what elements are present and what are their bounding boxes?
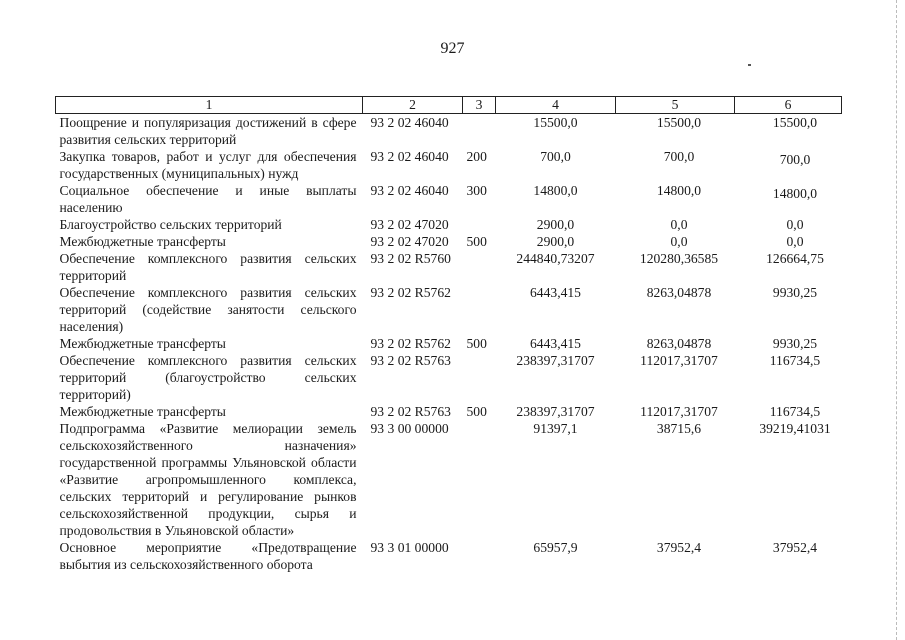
table-row [56, 284, 842, 335]
row-expense-type [463, 420, 496, 539]
row-expense-type [463, 352, 496, 403]
header-col-6: 6 [735, 97, 842, 114]
row-code: 93 3 00 00000 [370, 421, 449, 436]
row-value-5: 0,0 [670, 217, 688, 232]
row-value-5: 120280,36585 [639, 251, 719, 266]
row-value-5: 700,0 [663, 149, 695, 164]
row-value-5: 8263,04878 [646, 336, 712, 351]
table-row [56, 335, 842, 352]
row-value-4: 2900,0 [536, 234, 575, 249]
table-row [56, 114, 842, 149]
row-value-5: 14800,0 [656, 183, 702, 198]
row-code: 93 2 02 46040 [370, 183, 449, 198]
row-code: 93 2 02 47020 [370, 217, 449, 232]
row-value-4: 238397,31707 [516, 404, 595, 419]
table-row [56, 420, 842, 539]
page-number: 927 [440, 40, 465, 57]
table-row [56, 352, 842, 403]
row-code: 93 2 02 R5762 [370, 285, 451, 300]
table-row [56, 539, 842, 573]
row-code: 93 2 02 R5762 [370, 336, 451, 351]
row-value-5: 37952,4 [656, 540, 702, 555]
row-name: Обеспечение комплексного развития сельских территорий (благоустройство сельских территорий) [59, 353, 357, 402]
row-value-5: 38715,6 [656, 421, 702, 436]
budget-table [55, 96, 842, 573]
row-value-5: 0,0 [670, 234, 688, 249]
row-name: Благоустройство сельских территорий [59, 217, 282, 232]
header-col-4: 4 [496, 97, 616, 114]
row-name: Межбюджетные трансферты [59, 234, 226, 249]
row-code: 93 2 02 47020 [370, 234, 449, 249]
row-value-4: 244840,73207 [516, 251, 595, 266]
row-code: 93 2 02 46040 [370, 149, 449, 164]
header-row [56, 97, 842, 114]
header-col-3: 3 [463, 97, 496, 114]
row-code: 93 2 02 R5763 [370, 353, 451, 368]
row-value-4: 15500,0 [533, 115, 578, 130]
row-expense-type: 500 [466, 234, 487, 249]
row-value-4: 14800,0 [533, 183, 578, 198]
row-value-5: 112017,31707 [640, 353, 718, 368]
row-code: 93 2 02 R5760 [370, 251, 451, 266]
row-value-6: 15500,0 [772, 115, 818, 130]
row-name: Подпрограмма «Развитие мелиорации земель сельскохозяйственного назначения» государственной программы Ульяновской области «Развитие агропромышленного комплекса, сельских территорий и регулирование рынков сельскохозяйственной продукции, сырья и продовольствия в Ульяновской области» [59, 421, 357, 538]
row-expense-type: 200 [466, 149, 487, 164]
row-value-5: 15500,0 [656, 115, 702, 130]
row-expense-type [463, 250, 496, 284]
row-value-5: 8263,04878 [646, 285, 712, 300]
row-value-5: 112017,31707 [640, 404, 718, 419]
row-expense-type: 500 [466, 404, 487, 419]
row-value-6: 14800,0 [772, 186, 818, 201]
scan-speck [748, 64, 751, 66]
row-expense-type: 300 [466, 183, 487, 198]
row-expense-type: 500 [466, 336, 487, 351]
row-value-4: 700,0 [540, 149, 571, 164]
row-value-4: 238397,31707 [516, 353, 595, 368]
row-name: Межбюджетные трансферты [59, 336, 226, 351]
row-value-6: 9930,25 [772, 336, 818, 351]
row-value-4: 6443,415 [530, 336, 581, 351]
row-value-6: 116734,5 [769, 404, 821, 419]
header-col-5: 5 [616, 97, 735, 114]
row-name: Закупка товаров, работ и услуг для обеспечения государственных (муниципальных) нужд [59, 149, 357, 181]
row-value-6: 116734,5 [769, 353, 821, 368]
row-name: Поощрение и популяризация достижений в сфере развития сельских территорий [59, 115, 357, 147]
row-name: Обеспечение комплексного развития сельских территорий [59, 251, 357, 283]
row-expense-type [463, 114, 496, 149]
row-value-6: 126664,75 [766, 251, 824, 266]
row-name: Межбюджетные трансферты [59, 404, 226, 419]
table-row [56, 403, 842, 420]
row-value-6: 37952,4 [772, 540, 818, 555]
row-name: Социальное обеспечение и иные выплаты населению [59, 183, 357, 215]
row-value-4: 6443,415 [530, 285, 581, 300]
header-col-2: 2 [363, 97, 463, 114]
table-row [56, 216, 842, 233]
row-expense-type [463, 284, 496, 335]
row-value-6: 0,0 [786, 217, 804, 232]
row-expense-type [463, 216, 496, 233]
table-row [56, 233, 842, 250]
row-value-4: 2900,0 [536, 217, 575, 232]
row-value-6: 0,0 [786, 234, 804, 249]
row-value-6: 700,0 [779, 152, 811, 167]
table-row [56, 148, 842, 182]
scan-edge [895, 0, 897, 640]
row-code: 93 2 02 46040 [370, 115, 449, 130]
table-row [56, 182, 842, 216]
row-code: 93 3 01 00000 [370, 540, 449, 555]
row-value-4: 65957,9 [533, 540, 578, 555]
row-value-6: 39219,41031 [759, 421, 831, 436]
row-name: Обеспечение комплексного развития сельских территорий (содействие занятости сельского населения) [59, 285, 357, 334]
row-code: 93 2 02 R5763 [370, 404, 451, 419]
table-row [56, 250, 842, 284]
row-name: Основное мероприятие «Предотвращение выбытия из сельскохозяйственного оборота [59, 540, 357, 572]
row-value-4: 91397,1 [533, 421, 578, 436]
header-col-1: 1 [56, 97, 363, 114]
row-expense-type [463, 539, 496, 573]
row-value-6: 9930,25 [772, 285, 818, 300]
